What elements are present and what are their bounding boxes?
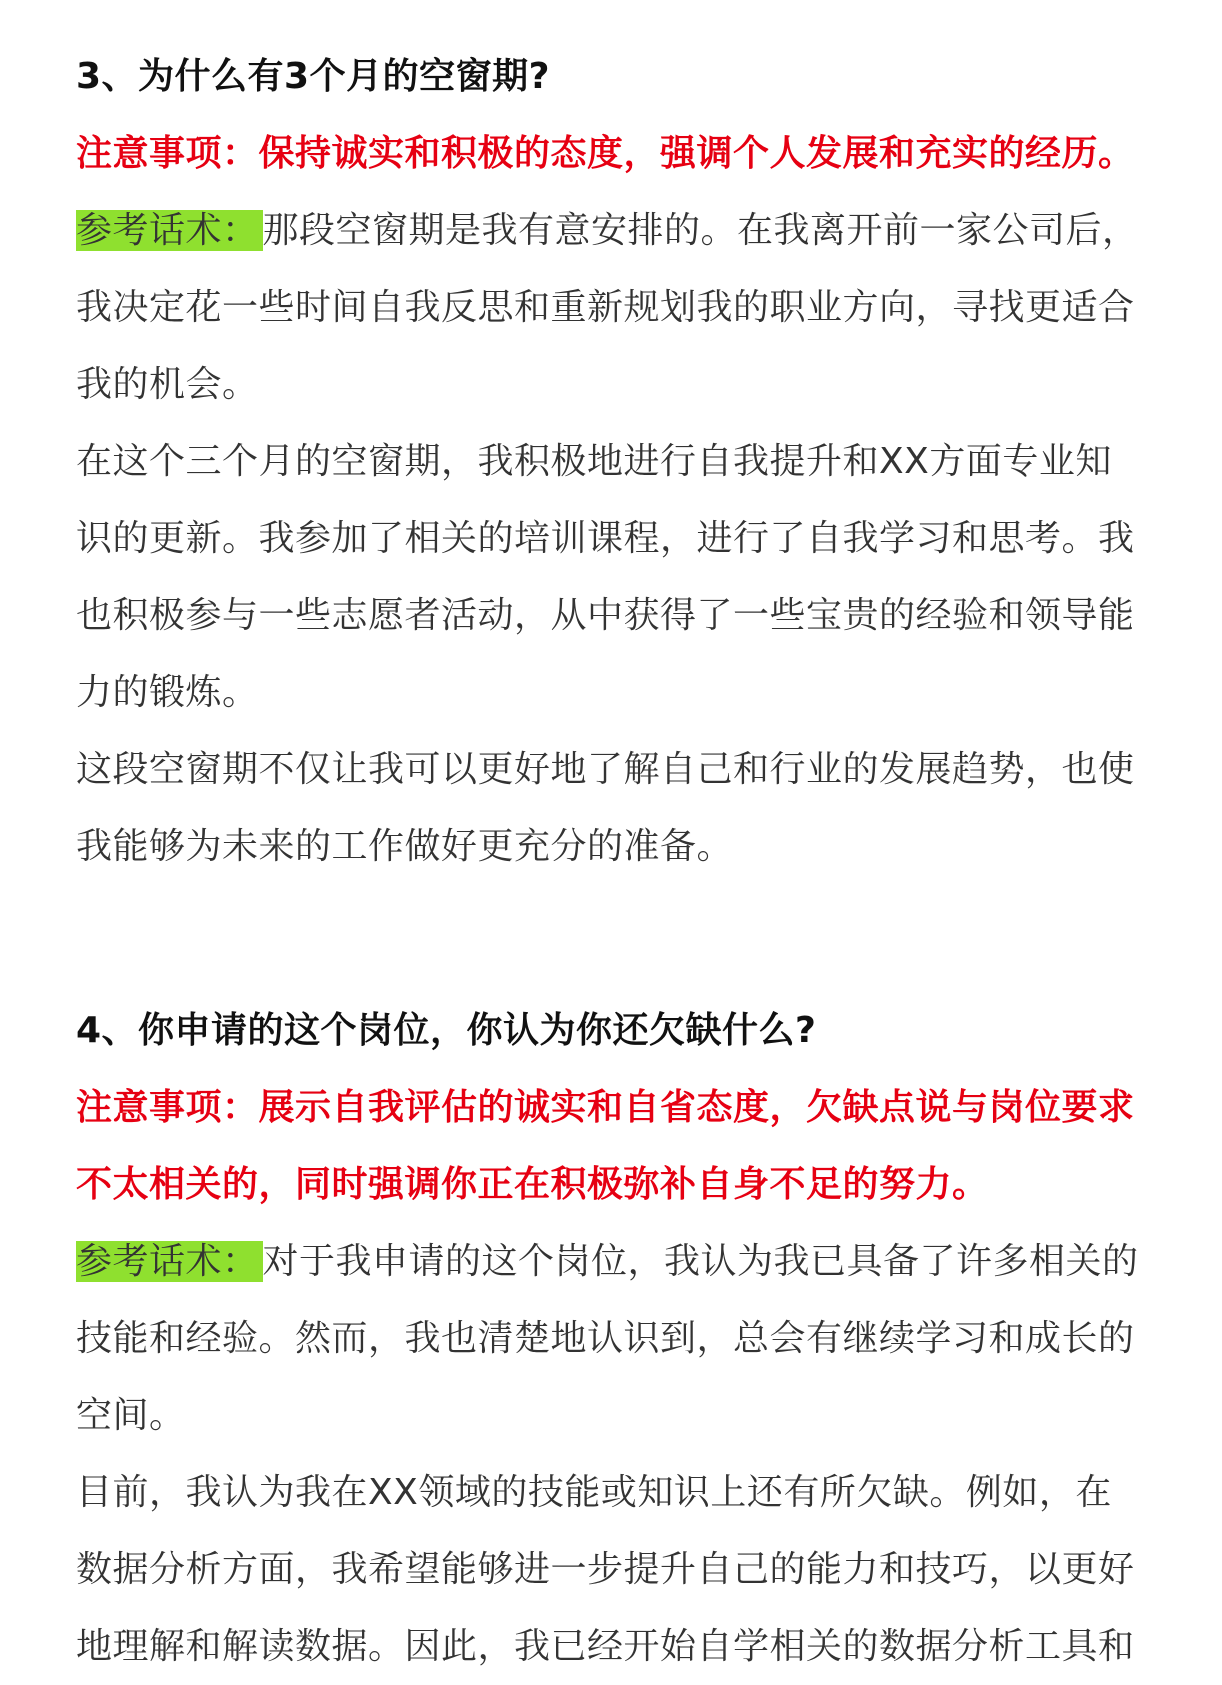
- section-spacer: [76, 885, 1160, 962]
- section-4-heading: 4、你申请的这个岗位，你认为你还欠缺什么?: [76, 1010, 817, 1051]
- section-3-body-line: 我决定花一些时间自我反思和重新规划我的职业方向，寻找更适合: [76, 287, 1135, 328]
- section-4-body-line: 数据分析方面，我希望能够进一步提升自己的能力和技巧，以更好: [76, 1549, 1135, 1590]
- section-3-ref-label: 参考话术：: [76, 210, 263, 251]
- section-4-ref-text: 对于我申请的这个岗位，我认为我已具备了许多相关的: [262, 1241, 1139, 1282]
- section-3-body-line: 在这个三个月的空窗期，我积极地进行自我提升和XX方面专业知: [76, 441, 1112, 482]
- section-3-body-line: 也积极参与一些志愿者活动，从中获得了一些宝贵的经验和领导能: [76, 595, 1135, 636]
- section-3-body-line: 识的更新。我参加了相关的培训课程，进行了自我学习和思考。我: [76, 518, 1135, 559]
- section-4-note-line: 注意事项：展示自我评估的诚实和自省态度，欠缺点说与岗位要求: [76, 1087, 1135, 1128]
- section-4-body-line: 地理解和解读数据。因此，我已经开始自学相关的数据分析工具和: [76, 1626, 1135, 1667]
- section-3-heading: 3、为什么有3个月的空窗期?: [76, 56, 550, 97]
- section-3-ref-line: [76, 192, 1160, 269]
- section-3-ref-text: 那段空窗期是我有意安排的。在我离开前一家公司后，: [262, 210, 1139, 251]
- section-4-body-line: 技能和经验。然而，我也清楚地认识到，总会有继续学习和成长的: [76, 1318, 1135, 1359]
- section-3-note: 注意事项：保持诚实和积极的态度，强调个人发展和充实的经历。: [76, 133, 1135, 174]
- section-4-body-line: 目前，我认为我在XX领域的技能或知识上还有所欠缺。例如，在: [76, 1472, 1112, 1513]
- section-3-body-line: 我能够为未来的工作做好更充分的准备。: [76, 826, 734, 867]
- section-3-body-line: 力的锻炼。: [76, 672, 259, 713]
- section-3-body-line: 这段空窗期不仅让我可以更好地了解自己和行业的发展趋势，也使: [76, 749, 1135, 790]
- section-4-note-line: 不太相关的，同时强调你正在积极弥补自身不足的努力。: [76, 1164, 989, 1205]
- section-4-ref-label: 参考话术：: [76, 1241, 263, 1282]
- section-4-ref-line: [76, 1223, 1160, 1300]
- section-4-body-line: 空间。: [76, 1395, 186, 1436]
- section-3-body-line: 我的机会。: [76, 364, 259, 405]
- document-page: [76, 0, 1160, 1685]
